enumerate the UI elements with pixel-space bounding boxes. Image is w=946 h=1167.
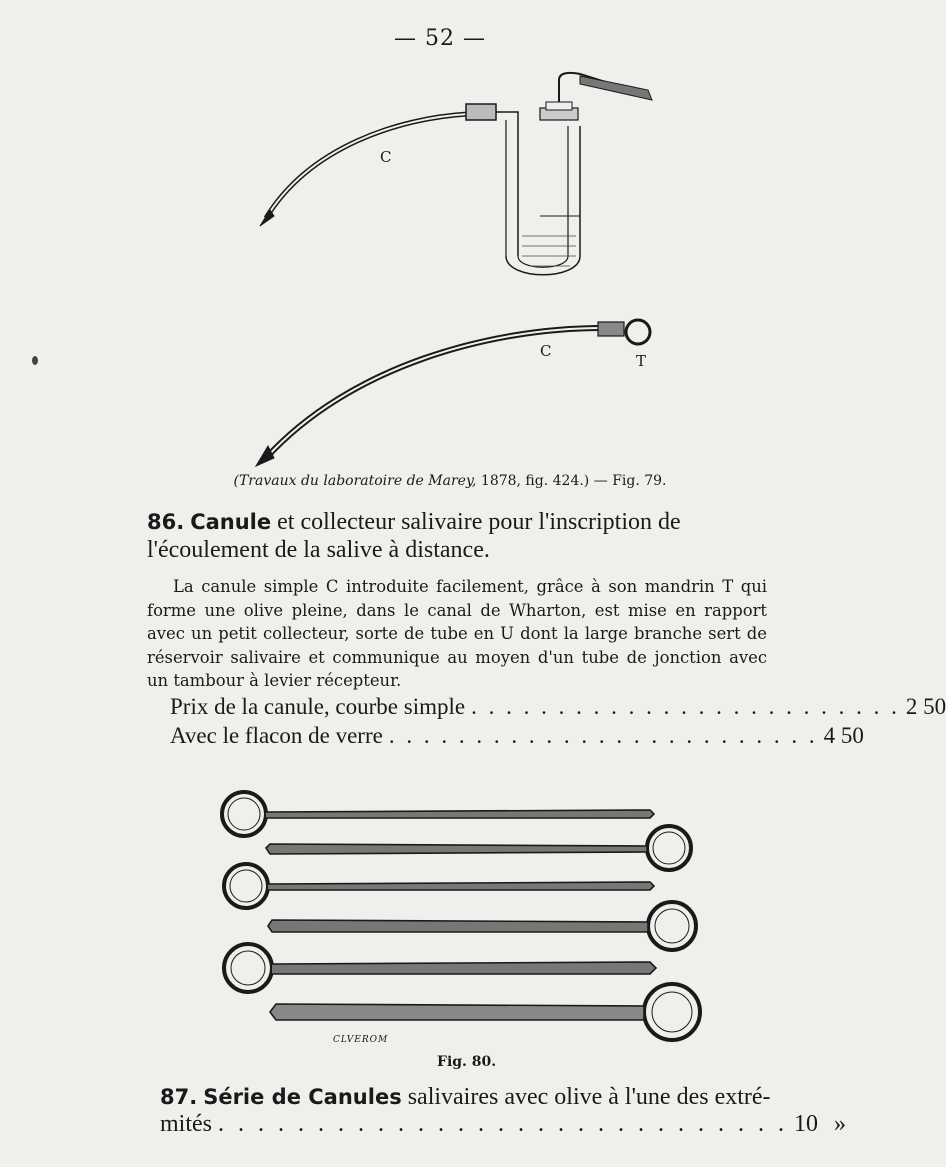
dot-leader: . . . . . . . . . . . . . . . . . . . . . . . . . . . . . (218, 1111, 788, 1137)
caption-separator: — (593, 473, 608, 489)
engraver-signature: CLVEROM (333, 1035, 389, 1045)
price-value: 2 50 (905, 694, 946, 719)
caption-citation: (Travaux du laboratoire de Marey, (233, 473, 477, 489)
section-87-line2-text: mités (160, 1111, 212, 1137)
section-87-heading (160, 1084, 846, 1138)
price-list (170, 694, 946, 752)
page-number: — 52 — (394, 26, 486, 51)
dot-leader: . . . . . . . . . . . . . . . . . . . . . . . . . (471, 694, 900, 719)
ink-spot (32, 356, 38, 365)
section-87-line1 (160, 1084, 780, 1111)
section-86-title-rest: et collecteur salivaire pour l'inscription de l'écoulement de la salive à distance. (147, 509, 681, 563)
figure-80-caption: Fig. 80. (437, 1054, 497, 1070)
section-86-heading (147, 508, 767, 564)
section-87-mark: » (834, 1111, 846, 1137)
label-c-bottom: C (540, 342, 552, 360)
price-label: Prix de la canule, courbe simple (170, 694, 466, 719)
section-86-title-bold: Canule (190, 510, 272, 534)
label-t: T (636, 352, 647, 370)
figure-79-caption (0, 473, 900, 489)
dot-leader: . . . . . . . . . . . . . . . . . . . . . . . . . (388, 723, 818, 748)
section-86-number: 86. (147, 510, 185, 534)
price-row (170, 723, 864, 752)
section-87-number: 87. (160, 1085, 198, 1109)
figure-79-illustration (240, 66, 670, 486)
section-87-title-rest: salivaires avec olive à l'une des extré- (407, 1084, 771, 1110)
caption-figure-number: Fig. 79. (612, 473, 667, 489)
price-label: Avec le flacon de verre (170, 723, 383, 748)
price-value: 4 50 (823, 723, 864, 748)
section-87-title-bold: Série de Canules (203, 1085, 402, 1109)
figure-80-illustration (214, 786, 704, 1046)
section-87-line2 (160, 1111, 846, 1138)
section-87-price: 10 (794, 1111, 818, 1137)
label-c-top: C (380, 148, 392, 166)
price-row (170, 694, 946, 723)
caption-reference: 1878, fig. 424.) (480, 473, 590, 489)
section-86-body: La canule simple C introduite facilement, grâce à son mandrin T qui forme une olive pleine, dans le canal de Wharton, est mise en rapport avec un petit collecteur, sorte de tube en U dont la large branche sert de réservoir salivaire et communique au moyen d'un tube de jonction avec un tambour à levier récepteur. (147, 577, 767, 691)
